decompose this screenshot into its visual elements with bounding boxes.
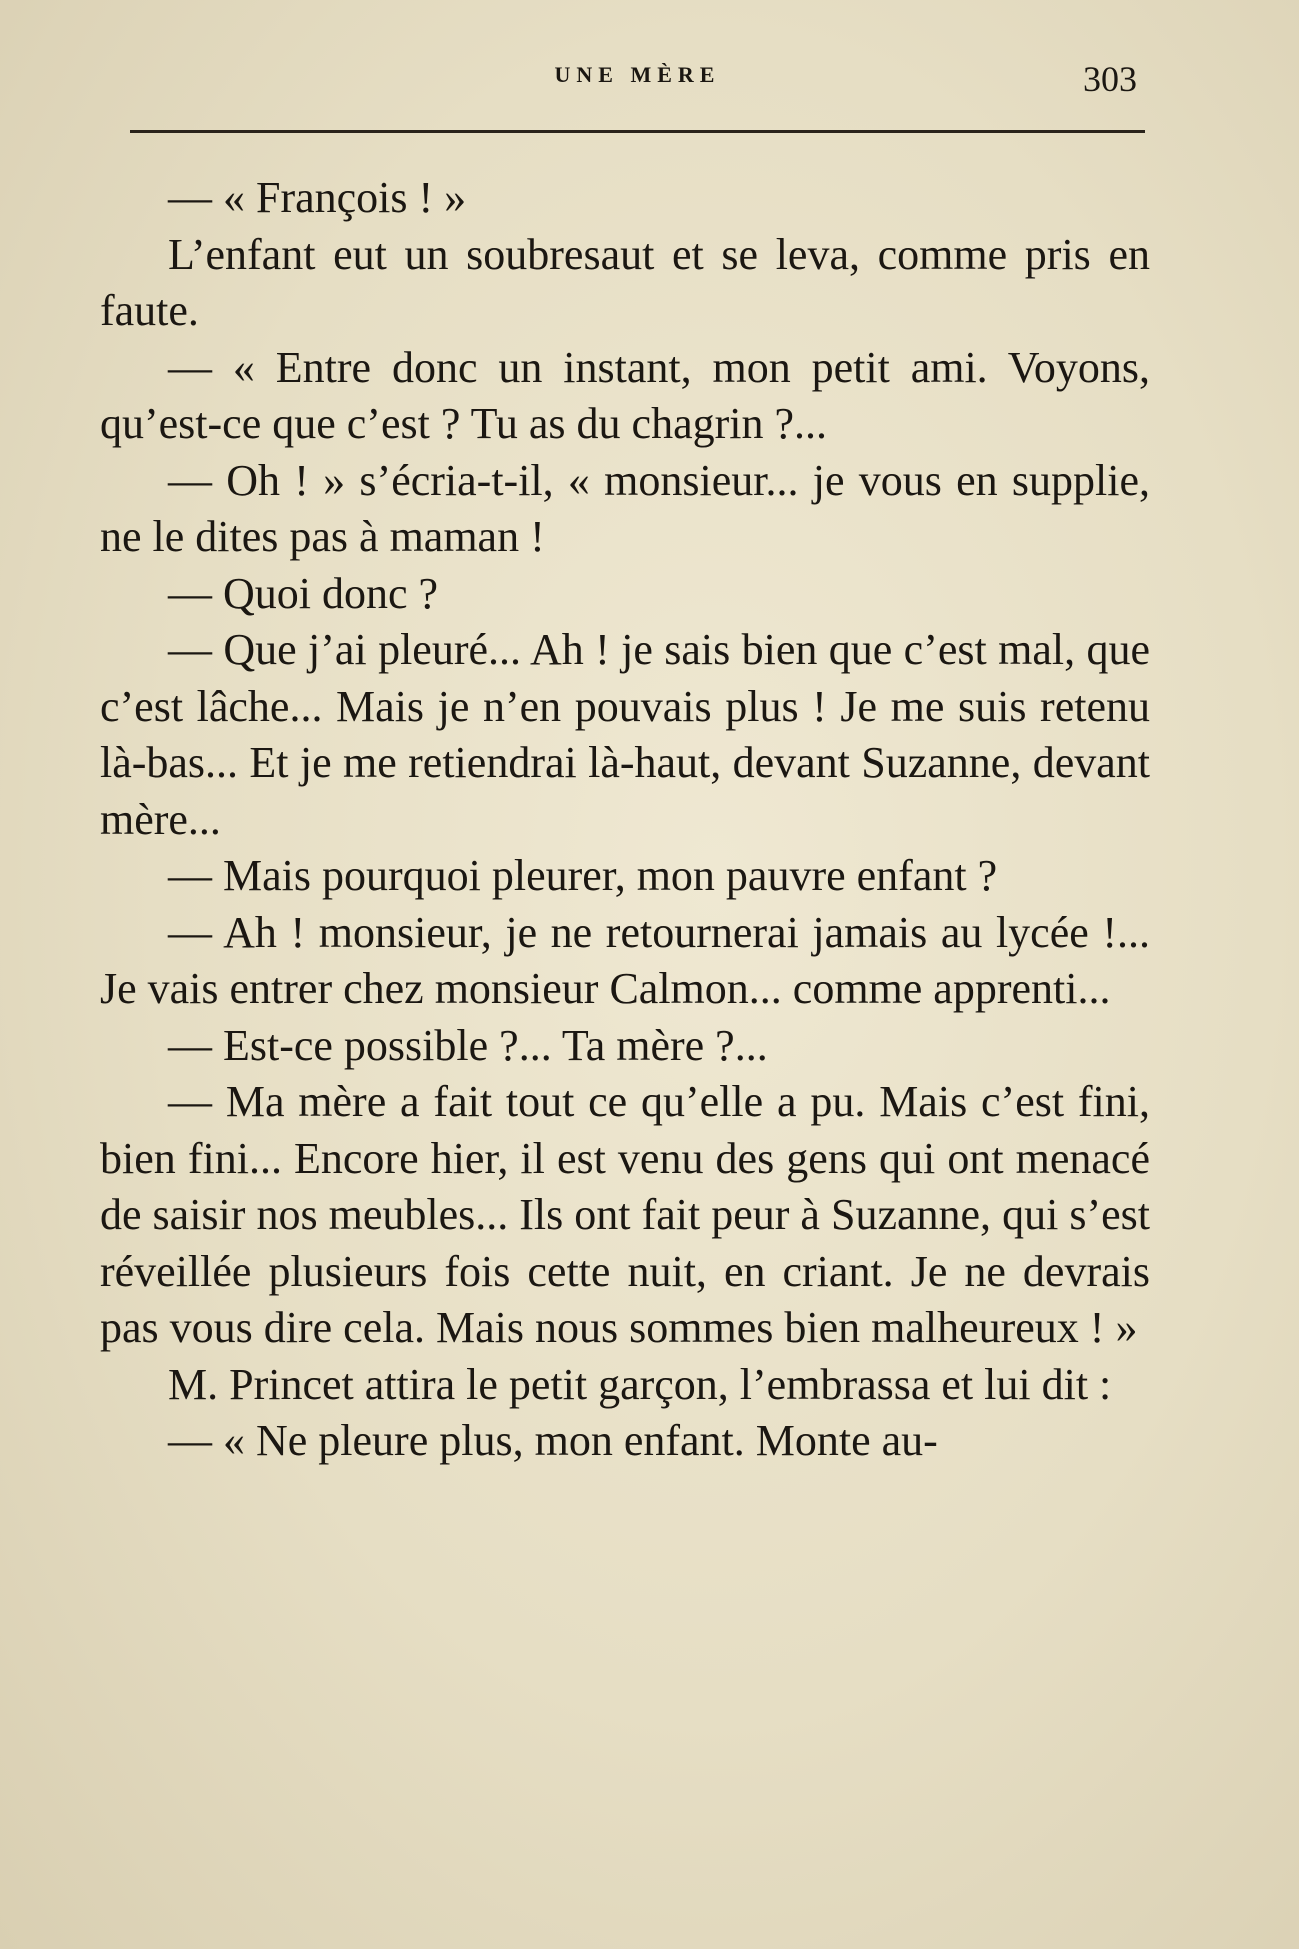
paragraph: — Oh ! » s’écria-t-il, « monsieur... je vous en supplie, ne le dites pas à maman ! [100, 455, 1150, 561]
running-title: UNE MÈRE [554, 62, 721, 87]
paragraph: — Que j’ai pleuré... Ah ! je sais bien que c’est mal, que c’est lâche... Mais je n’en pouvais plus ! Je me suis retenu là-bas... Et je me retiendrai là-haut, devant Suzanne, devant mère... [100, 625, 1150, 844]
header-rule [130, 130, 1145, 133]
text-body [100, 170, 1150, 1470]
paragraph: — Est-ce possible ?... Ta mère ?... [168, 1020, 768, 1070]
paragraph: — Ah ! monsieur, je ne retournerai jamais au lycée !... Je vais entrer chez monsieur Calmon... comme apprenti... [100, 907, 1150, 1013]
running-head [130, 58, 1145, 118]
paragraph: — « François ! » [168, 173, 467, 222]
paragraph: — Ma mère a fait tout ce qu’elle a pu. Mais c’est fini, bien fini... Encore hier, il est venu des gens qui ont menacé de saisir nos meubles... Ils ont fait peur à Suzanne, qui s’est réveillée plusieurs fois cette nuit, en criant. Je ne devrais pas vous dire cela. Mais nous sommes bien malheureux ! » [100, 1077, 1150, 1352]
paragraph: M. Princet attira le petit garçon, l’embrassa et lui dit : [168, 1359, 1112, 1409]
paragraph: — Quoi donc ? [168, 568, 439, 618]
paragraph: L’enfant eut un soubresaut et se leva, comme pris en faute. [100, 229, 1150, 335]
paragraph: — « Ne pleure plus, mon enfant. Monte au- [168, 1416, 938, 1465]
paragraph: — Mais pourquoi pleurer, mon pauvre enfant ? [168, 851, 998, 900]
paragraph: — « Entre donc un instant, mon petit ami. Voyons, qu’est-ce que c’est ? Tu as du chagrin ?... [100, 342, 1150, 448]
page-number: 303 [1083, 59, 1137, 99]
